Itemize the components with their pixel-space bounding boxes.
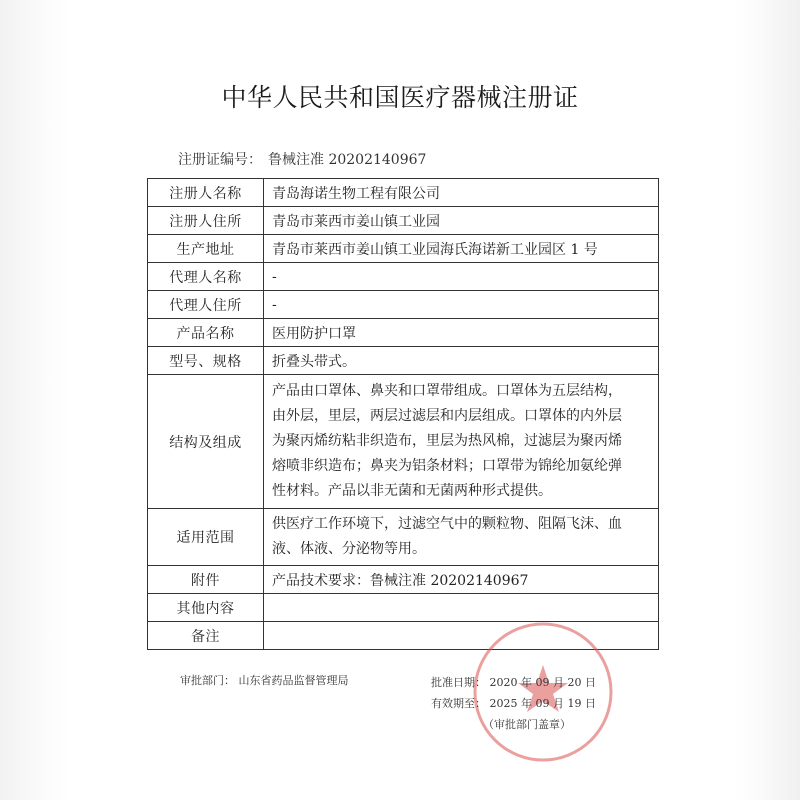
value-agent-name: - [264, 263, 659, 291]
row-agent-name [148, 263, 659, 291]
value-scope [264, 509, 659, 566]
approval-date: 批准日期： 2020 年 09 月 20 日 [431, 676, 596, 689]
row-model-spec [148, 347, 659, 375]
page-margin-left [0, 0, 72, 800]
registration-number-label: 注册证编号： [178, 152, 262, 168]
label-registrant-address: 注册人住所 [148, 207, 264, 235]
row-attachment [148, 566, 659, 594]
document-title: 中华人民共和国医疗器械注册证 [221, 83, 579, 112]
label-remarks: 备注 [148, 622, 264, 650]
label-production-address: 生产地址 [148, 235, 264, 263]
structure-line: 产品由口罩体、鼻夹和口罩带组成。口罩体为五层结构， [272, 383, 622, 399]
value-production-address: 青岛市莱西市姜山镇工业园海氏海诺新工业园区 1 号 [264, 235, 659, 263]
value-model-spec: 折叠头带式。 [264, 347, 659, 375]
label-product-name: 产品名称 [148, 319, 264, 347]
structure-line: 由外层，里层，两层过滤层和内层组成。口罩体的内外层 [272, 408, 622, 424]
structure-line: 熔喷非织造布；鼻夹为铝条材料；口罩带为锦纶加氨纶弹 [272, 458, 622, 474]
approval-department: 审批部门： 山东省药品监督管理局 [180, 674, 349, 687]
registration-number-value: 鲁械注准 20202140967 [268, 152, 427, 168]
row-product-name [148, 319, 659, 347]
row-agent-address [148, 291, 659, 319]
value-product-name: 医用防护口罩 [264, 319, 659, 347]
approval-dates [431, 672, 596, 735]
row-registrant-address [148, 207, 659, 235]
page-margin-right [734, 0, 800, 800]
value-registrant-name: 青岛海诺生物工程有限公司 [264, 179, 659, 207]
row-structure [148, 375, 659, 509]
registration-number-line [178, 149, 426, 169]
label-agent-address: 代理人住所 [148, 291, 264, 319]
stamp-note: （审批部门盖章） [483, 718, 571, 731]
label-scope: 适用范围 [148, 509, 264, 566]
value-agent-address: - [264, 291, 659, 319]
valid-until-date: 有效期至： 2025 年 09 月 19 日 [431, 697, 596, 710]
value-registrant-address: 青岛市莱西市姜山镇工业园 [264, 207, 659, 235]
label-agent-name: 代理人名称 [148, 263, 264, 291]
scope-line: 液、体液、分泌物等用。 [272, 541, 426, 557]
label-other: 其他内容 [148, 594, 264, 622]
label-model-spec: 型号、规格 [148, 347, 264, 375]
row-production-address [148, 235, 659, 263]
value-attachment: 产品技术要求：鲁械注准 20202140967 [264, 566, 659, 594]
certificate-table [147, 178, 659, 650]
structure-line: 性材料。产品以非无菌和无菌两种形式提供。 [272, 483, 552, 499]
scope-line: 供医疗工作环境下，过滤空气中的颗粒物、阻隔飞沫、血 [272, 516, 622, 532]
row-registrant-name [148, 179, 659, 207]
structure-line: 为聚丙烯纺粘非织造布，里层为热风棉，过滤层为聚丙烯 [272, 433, 622, 449]
label-registrant-name: 注册人名称 [148, 179, 264, 207]
label-attachment: 附件 [148, 566, 264, 594]
label-structure: 结构及组成 [148, 375, 264, 509]
row-scope [148, 509, 659, 566]
value-structure [264, 375, 659, 509]
